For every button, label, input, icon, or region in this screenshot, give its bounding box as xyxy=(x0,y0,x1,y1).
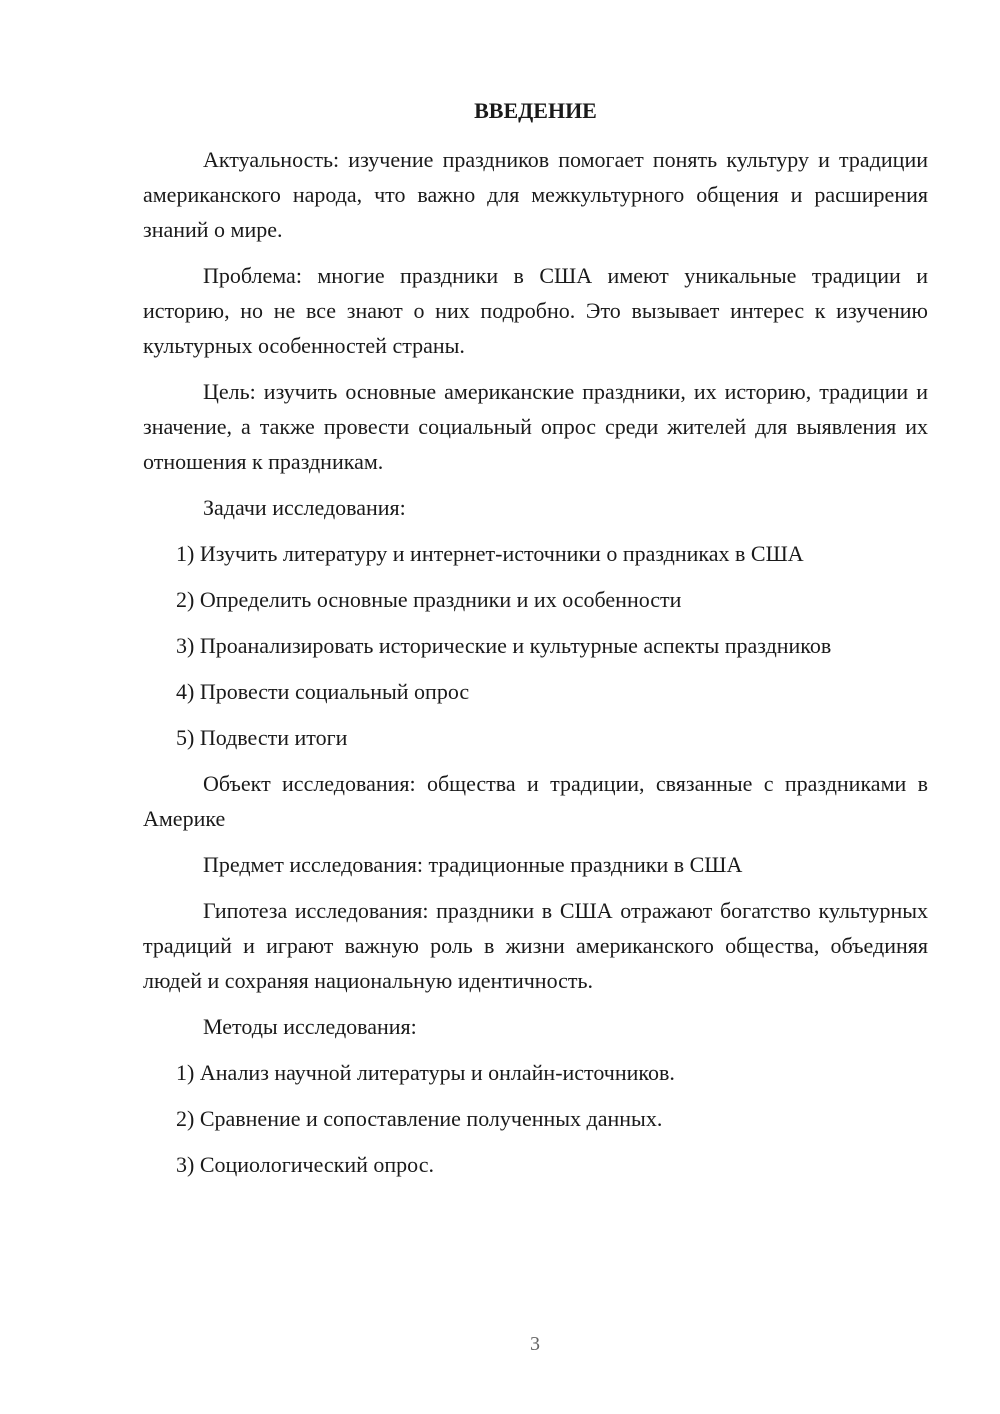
methods-list xyxy=(143,1055,928,1182)
relevance-paragraph: Актуальность: изучение праздников помогает понять культуру и традиции американского народа, что важно для межкультурного общения и расширения знаний о мире. xyxy=(143,147,928,242)
list-item: 4) Провести социальный опрос xyxy=(176,679,470,704)
list-item: 3) Социологический опрос. xyxy=(176,1152,434,1177)
methods-heading: Методы исследования: xyxy=(203,1014,417,1039)
list-item: 5) Подвести итоги xyxy=(176,725,348,750)
goal-paragraph: Цель: изучить основные американские праздники, их историю, традиции и значение, а также провести социальный опрос среди жителей для выявления их отношения к праздникам. xyxy=(143,379,928,474)
list-item: 2) Сравнение и сопоставление полученных данных. xyxy=(176,1106,663,1131)
tasks-list xyxy=(143,536,928,755)
problem-paragraph: Проблема: многие праздники в США имеют уникальные традиции и историю, но не все знают о них подробно. Это вызывает интерес к изучению культурных особенностей страны. xyxy=(143,263,928,358)
list-item: 1) Изучить литературу и интернет-источники о праздниках в США xyxy=(176,541,804,566)
tasks-heading: Задачи исследования: xyxy=(203,495,406,520)
list-item: 1) Анализ научной литературы и онлайн-источников. xyxy=(176,1060,675,1085)
object-paragraph: Объект исследования: общества и традиции, связанные с праздниками в Америке xyxy=(143,771,928,831)
page-number: 3 xyxy=(530,1333,540,1355)
list-item: 2) Определить основные праздники и их особенности xyxy=(176,587,682,612)
subject-paragraph: Предмет исследования: традиционные праздники в США xyxy=(203,852,743,877)
list-item: 3) Проанализировать исторические и культурные аспекты праздников xyxy=(176,633,832,658)
section-title: ВВЕДЕНИЕ xyxy=(474,98,597,123)
hypothesis-paragraph: Гипотеза исследования: праздники в США отражают богатство культурных традиций и играют важную роль в жизни американского общества, объединяя людей и сохраняя национальную идентичность. xyxy=(143,898,928,993)
document-page xyxy=(143,96,928,1193)
